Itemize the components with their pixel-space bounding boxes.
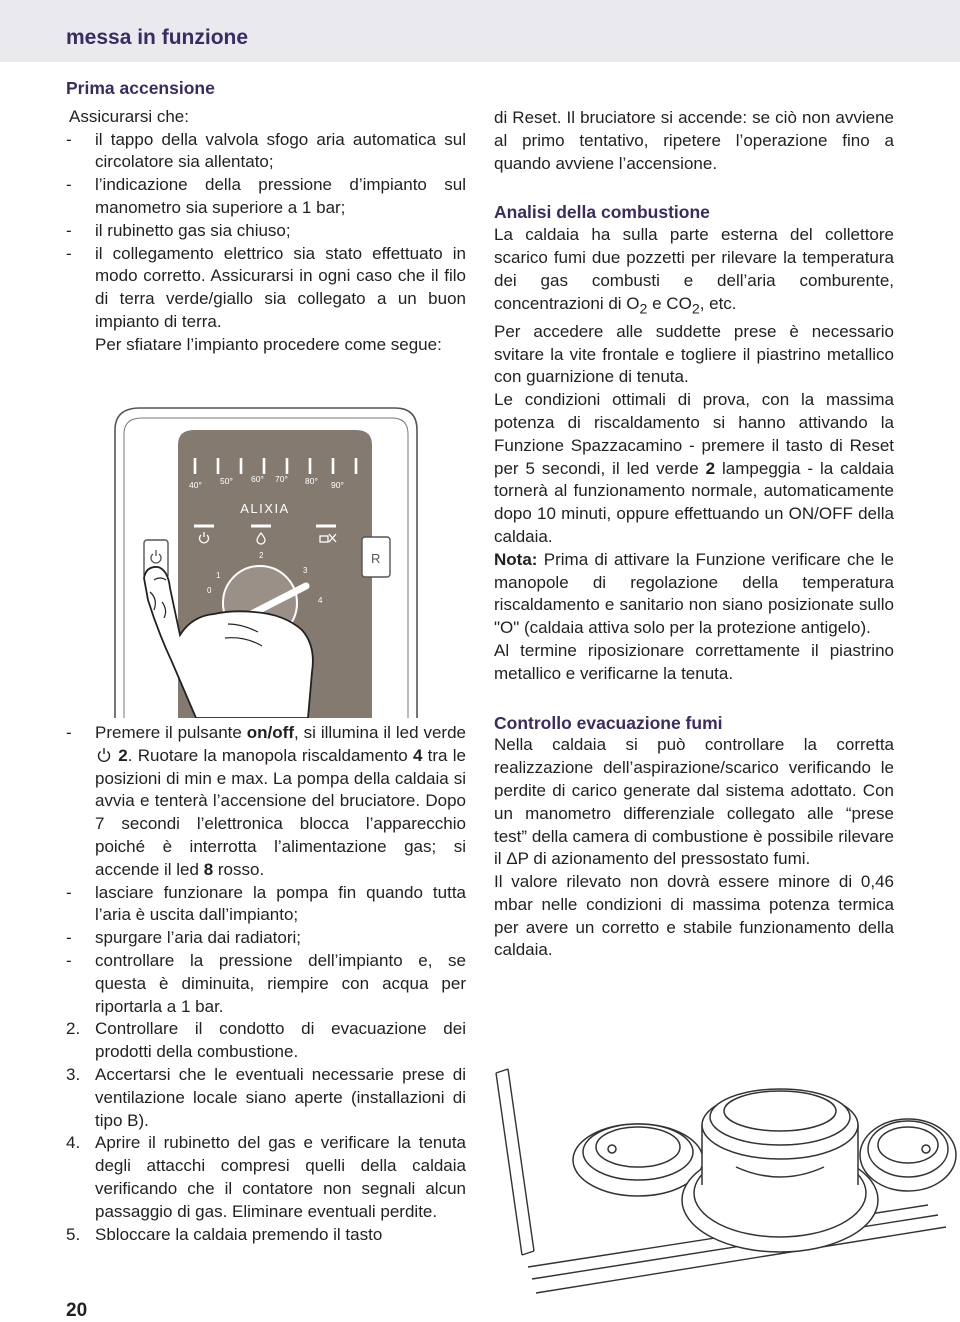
control-panel-figure (110, 400, 430, 718)
knob-label: 2 (259, 551, 264, 560)
combustion-paragraph-3: Le condizioni ottimali di prova, con la massima potenza di riscaldamento si hanno attivando la Funzione Spazzacamino - premere il tasto di Reset per 5 secondi, il led verde 2 lampeggia - la caldaia tornerà al funzionamento normale, automaticamente dopo 10 minuti, oppure effettuando un ON/OFF della caldaia. (494, 390, 894, 546)
flue-collector-figure (488, 1055, 958, 1317)
bleed-intro: Per sfiatare l’impianto procedere come segue: (95, 334, 442, 354)
section-title-flue: Controllo evacuazione fumi (494, 712, 723, 733)
test-port-left (573, 1124, 703, 1196)
temp-label: 50° (220, 476, 233, 486)
check-item: - l’indicazione della pressione d’impianto sul manometro sia superiore a 1 bar; (66, 175, 466, 217)
bleed-step-2: - lasciare funzionare la pompa fin quando tutta l’aria è uscita dall’impianto; (66, 882, 466, 925)
section-title-combustion: Analisi della combustione (494, 202, 710, 223)
bleed-step-3: - spurgare l’aria dai radiatori; (66, 928, 301, 948)
bleed-step-4: - controllare la pressione dell’impianto e, se questa è diminuita, riempire con acqua per riportarla a 1 bar. (66, 950, 466, 1016)
right-column (494, 107, 894, 962)
combustion-paragraph-1: La caldaia ha sulla parte esterna del collettore scarico fumi due pozzetti per rilevare la temperatura dei gas combusti e dell’aria comburente, concentrazioni di $O_2$ e $CO_2$, etc. (494, 225, 894, 317)
intro-text: Assicurarsi che: (69, 106, 189, 126)
temp-label: 70° (275, 474, 288, 484)
combustion-paragraph-4: Al termine riposizionare correttamente il piastrino metallico e verificarne la tenuta. (494, 640, 894, 683)
numbered-step-4: 4. Aprire il rubinetto del gas e verificare la tenuta degli attacchi compresi quelli della caldaia verificando che il contatore non segnali alcun passaggio di gas. Eliminare eventuali perdite. (66, 1133, 466, 1221)
flue-paragraph-1: Nella caldaia si può controllare la corretta realizzazione dell’aspirazione/scarico verificando le perdite di carico generate dal sistema adottato. Con un manometro differenziale collegato alle “prese test” della camera di combustione è possibile rilevare il ΔP di azionamento del pressostato fumi. (494, 735, 894, 869)
power-icon (95, 747, 113, 763)
bleed-step-1: - Premere il pulsante on/off, si illumina il led verde 2. Ruotare la manopola riscaldamento 4 tra le posizioni di min e max. La pompa della caldaia si avvia e tenterà l’accensione del bruciatore. Dopo 7 secondi l’elettronica blocca l’apparecchio poiché è interrotta l’alimentazione gas; si accende il led 8 rosso. (66, 723, 466, 879)
left-column-steps (66, 722, 466, 1246)
temp-label: 40° (189, 480, 202, 490)
combustion-paragraph-2: Per accedere alle suddette prese è necessario svitare la vite frontale e togliere il piastrino metallico con guarnizione di tenuta. (494, 321, 894, 387)
reset-label: R (371, 551, 381, 566)
flue-paragraph-2: Il valore rilevato non dovrà essere minore di 0,46 mbar nelle condizioni di massima potenza termica per avere un corretto e stabile funzionamento della caldaia. (494, 872, 894, 960)
check-item: - il rubinetto gas sia chiuso; (66, 220, 291, 240)
knob-label: 3 (303, 566, 308, 575)
temp-label: 60° (251, 474, 264, 484)
brand-label: ALIXIA (240, 501, 290, 516)
temp-label: 80° (305, 476, 318, 486)
reset-continuation: di Reset. Il bruciatore si accende: se ciò non avviene al primo tentativo, ripetere l’operazione fino a quando avviene l’accensione. (494, 108, 894, 173)
page-number: 20 (66, 1300, 88, 1321)
numbered-step-2: 2. Controllare il condotto di evacuazione dei prodotti della combustione. (66, 1019, 466, 1062)
section-title-prima-accensione: Prima accensione (66, 78, 215, 98)
knob-label: 0 (207, 586, 212, 595)
knob-label: 1 (216, 571, 221, 580)
temp-label: 90° (331, 480, 344, 490)
page-title: messa in funzione (66, 26, 249, 49)
numbered-step-3: 3. Accertarsi che le eventuali necessarie prese di ventilazione locale siano aperte (installazioni di tipo B). (66, 1064, 466, 1130)
left-column-top (66, 77, 466, 357)
check-item: - il tappo della valvola sfogo aria automatica sul circolatore sia allentato; (66, 129, 466, 172)
combustion-note: Nota: Prima di attivare la Funzione verificare che le manopole di regolazione della temperatura riscaldamento e sanitario non siano posizionate sullo "O" (caldaia attiva solo per la protezione antigelo). (494, 549, 894, 638)
check-item: - il collegamento elettrico sia stato effettuato in modo corretto. Assicurarsi in ogni caso che il filo di terra verde/giallo sia collegato a un buon impianto di terra. (66, 243, 466, 331)
numbered-step-5: 5. Sbloccare la caldaia premendo il tasto (66, 1224, 383, 1244)
flue-outlet (682, 1089, 878, 1252)
knob-label: 4 (318, 596, 323, 605)
test-port-right (860, 1119, 956, 1191)
